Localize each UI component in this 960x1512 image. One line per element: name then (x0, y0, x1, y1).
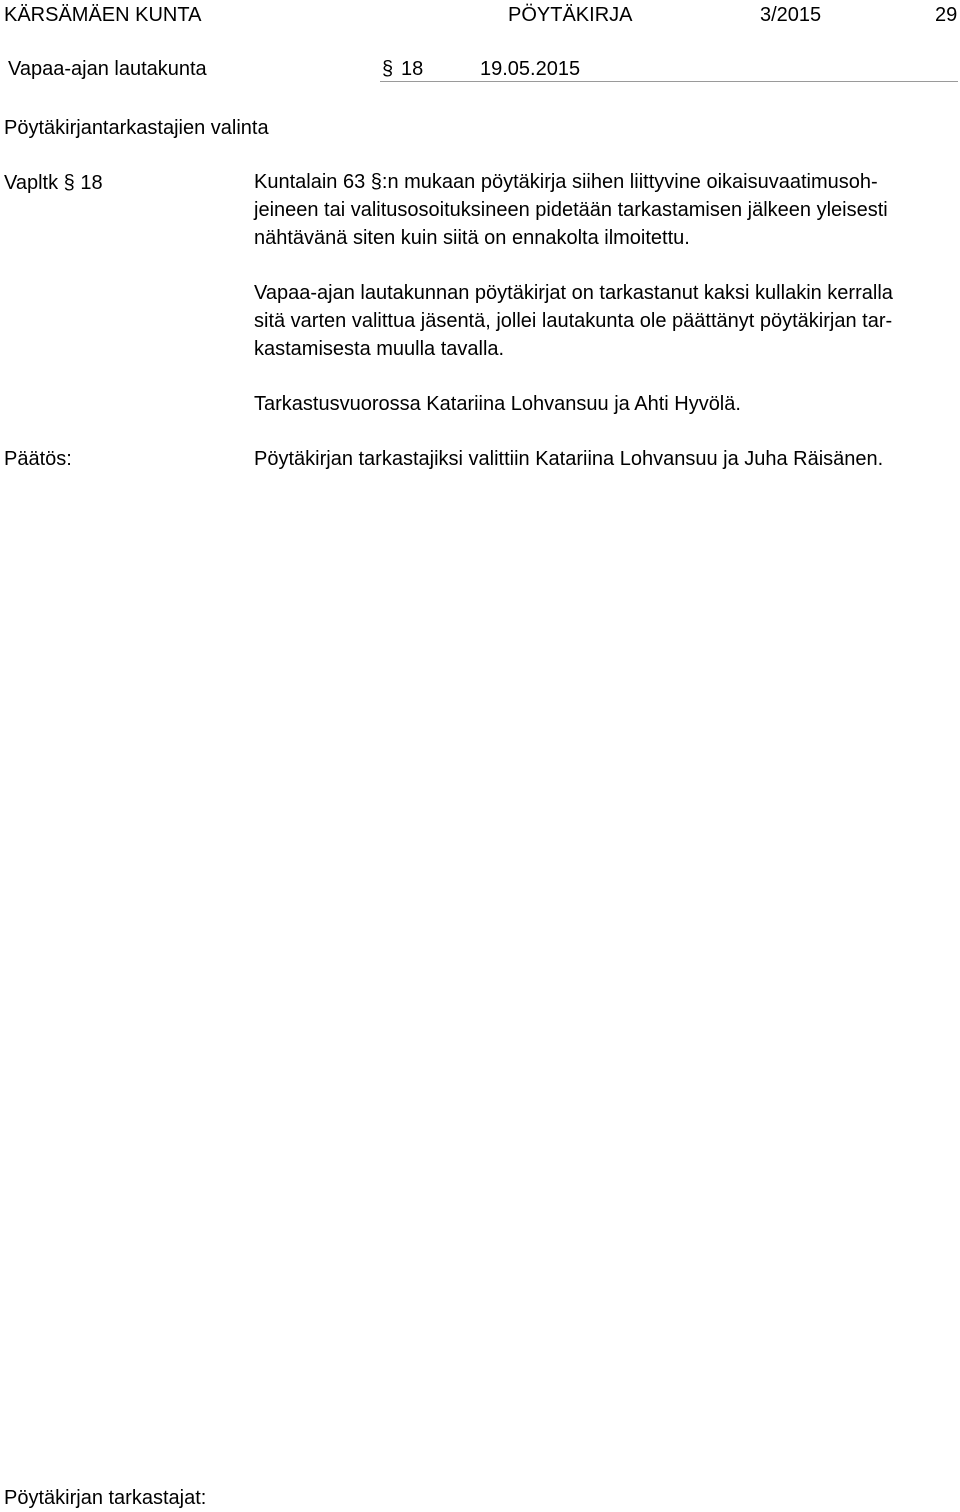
header-rule (380, 81, 958, 82)
paragraph-2-line-2: sitä varten valittua jäsentä, jollei lautakunta ole päättänyt pöytäkirjan tar- (254, 310, 893, 332)
org-name: KÄRSÄMÄEN KUNTA (4, 4, 202, 26)
p1-section-symbol: § (370, 171, 382, 193)
paragraph-1 (254, 168, 930, 252)
section-number: 18 (401, 58, 424, 80)
case-label-text: Vapltk (4, 172, 59, 194)
meeting-date: 19.05.2015 (480, 58, 581, 80)
p1-text-b: :n mukaan pöytäkirja siihen liittyvine oikaisuvaatimusoh- (381, 171, 878, 193)
case-symbol: § (63, 172, 75, 194)
doc-type: PÖYTÄKIRJA (508, 4, 633, 26)
case-number: 18 (80, 172, 103, 194)
doc-number: 3/2015 (760, 4, 822, 26)
paragraph-2 (254, 279, 930, 363)
paragraph-3: Tarkastusvuorossa Katariina Lohvansuu ja Ahti Hyvölä. (254, 393, 741, 415)
paragraph-2-line-1: Vapaa-ajan lautakunnan pöytäkirjat on tarkastanut kaksi kullakin kerralla (254, 282, 893, 304)
page-number: 29 (935, 4, 958, 26)
decision-label: Päätös: (4, 448, 72, 470)
paragraph-1-line-1 (254, 168, 930, 196)
section-symbol: § (382, 58, 394, 80)
paragraph-1-line-2: jeineen tai valitusosoituksineen pidetään tarkastamisen jälkeen yleisesti (254, 199, 888, 221)
paragraph-2-line-3: kastamisesta muulla tavalla. (254, 338, 505, 360)
section-title: Pöytäkirjantarkastajien valinta (4, 117, 269, 139)
footer-signers-label: Pöytäkirjan tarkastajat: (4, 1487, 207, 1509)
p1-text-a: Kuntalain 63 (254, 171, 366, 193)
paragraph-1-line-3: nähtävänä siten kuin siitä on ennakolta ilmoitettu. (254, 227, 690, 249)
board-name: Vapaa-ajan lautakunta (8, 58, 207, 80)
case-label (4, 173, 103, 193)
decision-text: Pöytäkirjan tarkastajiksi valittiin Katariina Lohvansuu ja Juha Räisänen. (254, 448, 884, 470)
